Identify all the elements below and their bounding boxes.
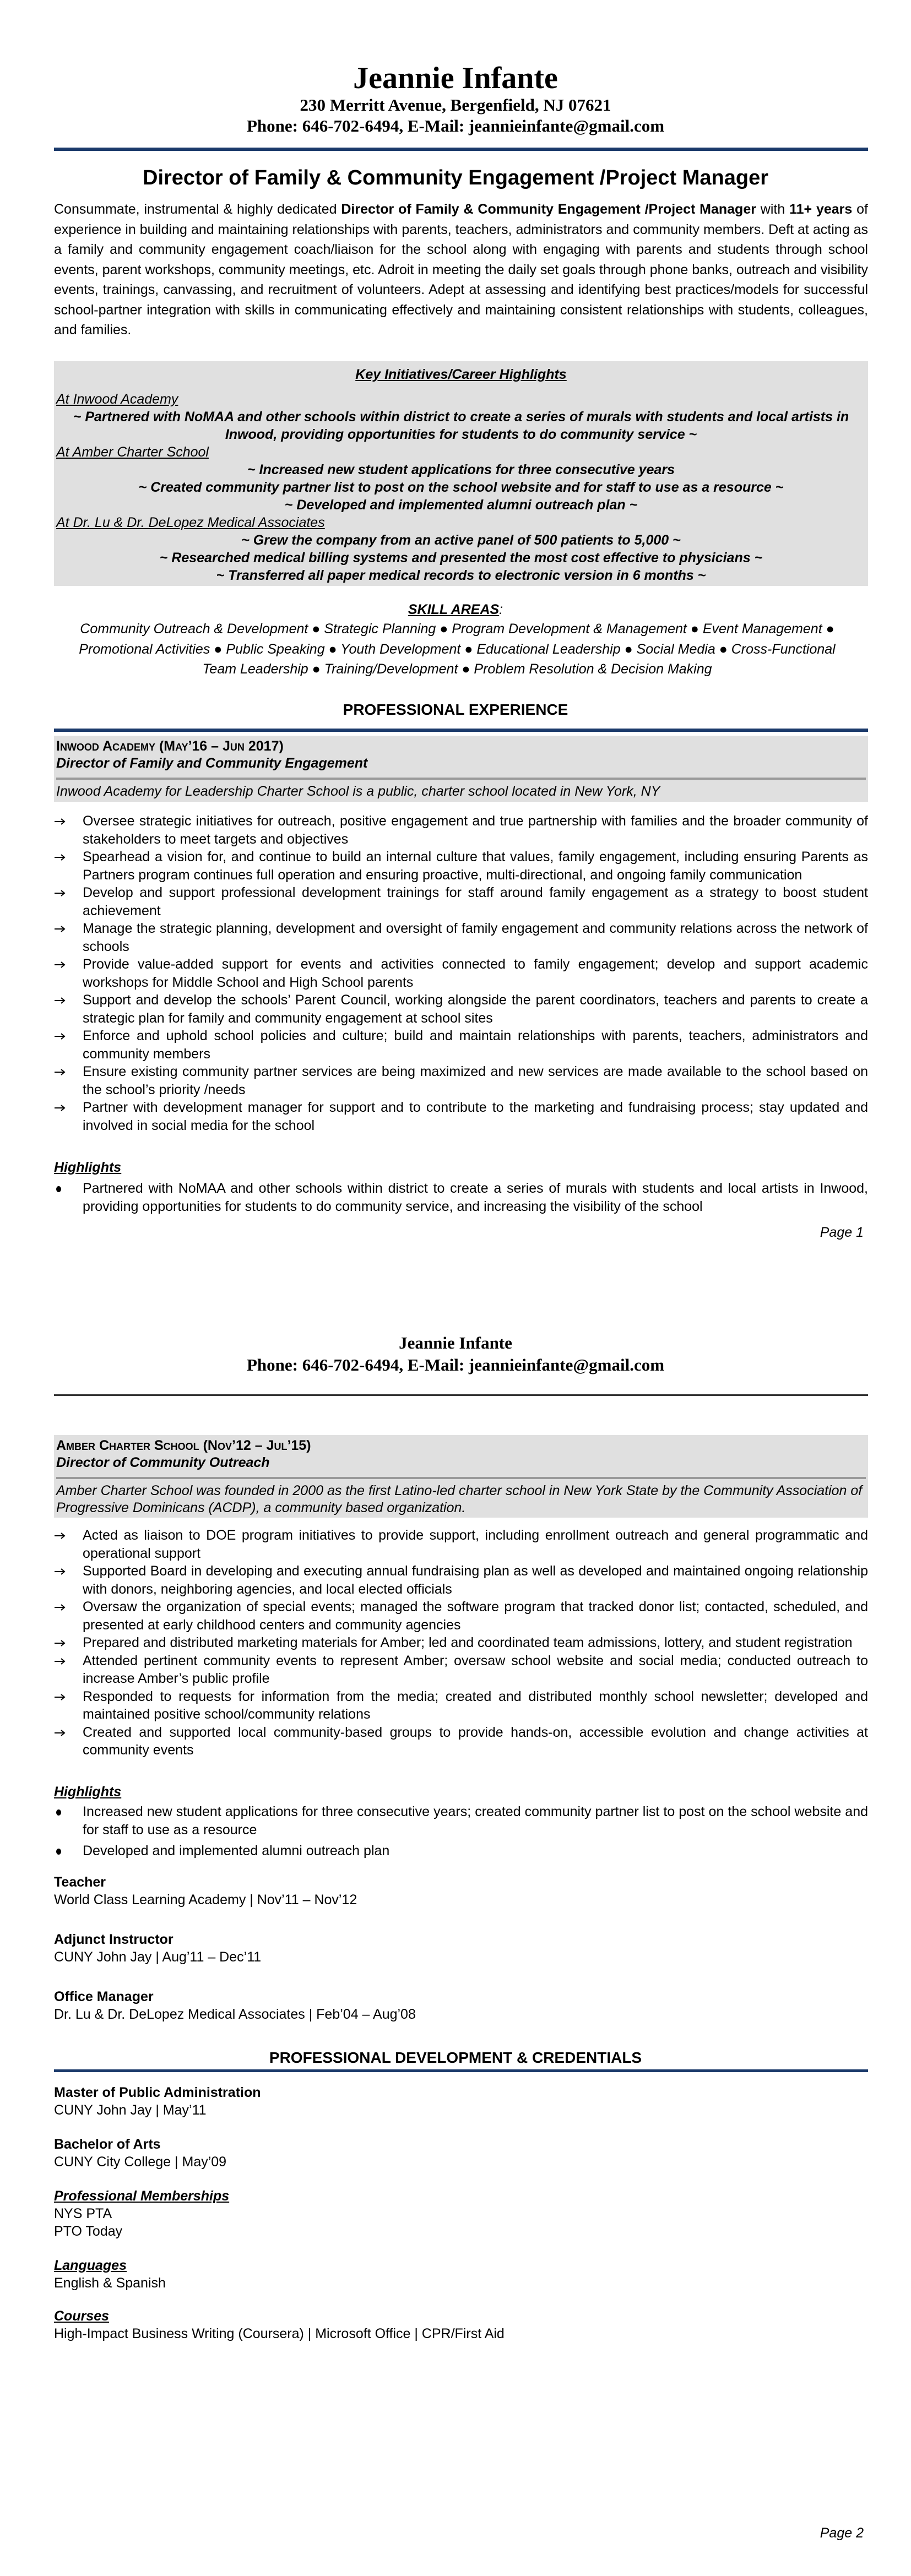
list-item: Oversaw the organization of special events; managed the software program that tracked donor list; contacted, scheduled, and presented at early childhood centers and community agencies — [54, 1598, 868, 1634]
job-bullets-amber — [54, 1526, 868, 1759]
list-item: Oversee strategic initiatives for outreach, positive engagement and true partnership with families and the broader community of stakeholders to meet targets and objectives — [54, 812, 868, 848]
highlight-org: At Dr. Lu & Dr. DeLopez Medical Associates — [56, 515, 325, 530]
arrow-icon — [54, 1598, 76, 1616]
highlight-item: ~ Increased new student applications for three consecutive years — [247, 462, 675, 477]
memberships — [54, 2187, 868, 2240]
bullet-icon — [56, 1809, 61, 1816]
summary-paragraph: Consummate, instrumental & highly dedicated Director of Family & Community Engagement /Project Manager with 11+ years of experience in building and maintaining relationships with parents, teachers, administrators and community members. Deft at acting as a family and community engagement coach/liaison for the school along with engaging with parents and students through school events, parent workshops, community meetings, etc. Adroit in meeting the daily set goals through phone banks, outreach and visibility events, trainings, canvassing, and recruitment of volunteers. Adept at assessing and identifying best practices/models for successful school-partner integration with skills in communicating effectively and maintaining consistent relationships with students, colleagues, and families. — [54, 202, 868, 338]
list-item: Attended pertinent community events to represent Amber; oversaw school website and social media; conducted outreach to increase Amber’s public profile — [54, 1652, 868, 1688]
job-description: Amber Charter School was founded in 2000 as the first Latino-led charter school in New York State by the Community Association of Progressive Dominicans (ACDP), a community based organization. — [56, 1483, 863, 1515]
role-title: Adjunct Instructor — [54, 1932, 173, 1947]
degree-title: Bachelor of Arts — [54, 2137, 161, 2152]
role-title: Teacher — [54, 1874, 106, 1890]
header-divider-p2 — [54, 1394, 868, 1396]
list-item: Support and develop the schools’ Parent Council, working alongside the parent coordinators, teachers and parents to create a strategic plan for family and community engagement at school sites — [54, 991, 868, 1027]
languages-value: English & Spanish — [54, 2275, 166, 2291]
list-item: Developed and implemented alumni outreach plan — [54, 1842, 868, 1860]
professional-title: Director of Family & Community Engagement /Project Manager — [143, 166, 768, 189]
list-item: Created and supported local community-based groups to provide hands-on, accessible evolution and change activities at community events — [54, 1724, 868, 1759]
skills-list: Community Outreach & Development ● Strategic Planning ● Program Development & Management ● Event Management ● Promotional Activities ● Public Speaking ● Youth Development ● Educational Leadership ● Social Media ● Cross-Functional Team Leadership ● Training/Development ● Problem Resolution & Decision Making — [79, 621, 836, 677]
arrow-icon — [54, 1652, 76, 1670]
address: 230 Merritt Avenue, Bergenfield, NJ 07621 — [300, 95, 611, 115]
list-item: Ensure existing community partner services are being maximized and new services are made available to the school based on the school’s priority /needs — [54, 1063, 868, 1099]
highlights-label: Highlights — [54, 1784, 122, 1800]
list-item: Acted as liaison to DOE program initiatives to provide support, including enrollment outreach and general programmatic and operational support — [54, 1526, 868, 1562]
role-detail: World Class Learning Academy | Nov’11 – Nov’12 — [54, 1892, 357, 1907]
membership-item: PTO Today — [54, 2224, 123, 2239]
courses-value: High-Impact Business Writing (Coursera) | Microsoft Office | CPR/First Aid — [54, 2326, 505, 2341]
page-number: Page 1 — [820, 1225, 864, 1240]
key-highlights-heading: Key Initiatives/Career Highlights — [355, 367, 567, 382]
job-title: Director of Family and Community Engagement — [56, 756, 368, 771]
arrow-icon — [54, 1724, 76, 1742]
arrow-icon — [54, 1562, 76, 1580]
list-item: Develop and support professional development trainings for staff around family engagement as a strategy to boost student achievement — [54, 884, 868, 920]
list-item: Responded to requests for information from the media; created and distributed monthly school newsletter; developed and maintained positive school/community relations — [54, 1688, 868, 1724]
membership-item: NYS PTA — [54, 2206, 112, 2221]
memberships-label: Professional Memberships — [54, 2188, 230, 2204]
courses-label: Courses — [54, 2308, 110, 2324]
list-item: Manage the strategic planning, development and oversight of family engagement and community relations across the network of schools — [54, 920, 868, 955]
highlight-item: ~ Created community partner list to post on the school website and for staff to use as a resource ~ — [138, 480, 784, 495]
skills-heading: SKILL AREAS: — [408, 602, 503, 617]
list-item: Provide value-added support for events and activities connected to family engagement; develop and support academic workshops for Middle School and High School parents — [54, 955, 868, 991]
role-office-manager — [54, 1988, 868, 2023]
degree-detail: CUNY John Jay | May’11 — [54, 2102, 207, 2118]
role-detail: CUNY John Jay | Aug’11 – Dec’11 — [54, 1949, 262, 1965]
degree-ba — [54, 2135, 868, 2171]
languages — [54, 2257, 868, 2292]
contact-line: Phone: 646-702-6494, E-Mail: jeannieinfante@gmail.com — [246, 116, 665, 135]
list-item: Spearhead a vision for, and continue to build an internal culture that values, family engagement, including ensuring Parents as Partners program continues full operation and ensuring proactive, multi-directional, and ongoing family communication — [54, 848, 868, 884]
candidate-name-p2: Jeannie Infante — [399, 1333, 512, 1352]
degree-mpa — [54, 2084, 868, 2119]
highlight-item: ~ Transferred all paper medical records to electronic version in 6 months ~ — [216, 568, 706, 583]
list-item: Partner with development manager for support and to contribute to the marketing and fundraising process; stay updated and involved in social media for the school — [54, 1099, 868, 1134]
role-detail: Dr. Lu & Dr. DeLopez Medical Associates | Feb’04 – Aug’08 — [54, 2007, 416, 2022]
bullet-icon — [56, 1849, 61, 1855]
highlight-item: ~ Developed and implemented alumni outreach plan ~ — [284, 497, 638, 513]
list-item: Supported Board in developing and executing annual fundraising plan as well as developed and maintained ongoing relationship with donors, neighboring agencies, and local elected officials — [54, 1562, 868, 1598]
degree-title: Master of Public Administration — [54, 2085, 261, 2100]
candidate-name: Jeannie Infante — [353, 61, 558, 95]
degree-detail: CUNY City College | May’09 — [54, 2154, 227, 2170]
role-teacher — [54, 1873, 868, 1909]
highlight-org: At Amber Charter School — [56, 444, 209, 460]
list-item: Partnered with NoMAA and other schools within district to create a series of murals with students and local artists in Inwood, providing opportunities for students to do community service, and increasing the visibility of the school — [54, 1180, 868, 1215]
page-number: Page 2 — [820, 2525, 864, 2541]
job-header-amber — [54, 1435, 868, 1518]
role-adjunct-instructor — [54, 1931, 868, 1966]
role-title: Office Manager — [54, 1989, 154, 2004]
arrow-icon — [54, 1634, 76, 1652]
credentials-heading: PROFESSIONAL DEVELOPMENT & CREDENTIALS — [269, 2049, 642, 2066]
experience-heading: PROFESSIONAL EXPERIENCE — [343, 701, 568, 718]
job-separator — [56, 1477, 866, 1479]
list-item: Enforce and uphold school policies and culture; build and maintain relationships with parents, teachers, administrators and community members — [54, 1027, 868, 1063]
job-org: Amber Charter School (Nov’12 – Jul’15) — [56, 1438, 311, 1453]
arrow-icon — [54, 1688, 76, 1706]
list-item: Increased new student applications for three consecutive years; created community partner list to post on the school website and for staff to use as a resource — [54, 1803, 868, 1839]
highlight-item: ~ Partnered with NoMAA and other schools within district to create a series of murals with students and local artists in Inwood, providing opportunities for students to do community service ~ — [73, 409, 849, 442]
job-highlights-amber — [54, 1803, 868, 1860]
job-description: Inwood Academy for Leadership Charter School is a public, charter school located in New York, NY — [56, 784, 660, 799]
credentials-divider — [54, 2069, 868, 2072]
languages-label: Languages — [54, 2258, 127, 2273]
list-item: Prepared and distributed marketing materials for Amber; led and coordinated team admissions, lottery, and student registration — [54, 1634, 868, 1652]
highlight-org: At Inwood Academy — [56, 392, 178, 407]
highlights-label: Highlights — [54, 1160, 122, 1175]
contact-line-p2: Phone: 646-702-6494, E-Mail: jeannieinfante@gmail.com — [246, 1355, 665, 1374]
job-title: Director of Community Outreach — [56, 1455, 270, 1470]
highlight-item: ~ Grew the company from an active panel of 500 patients to 5,000 ~ — [241, 532, 681, 548]
job-org: Inwood Academy (May’16 – Jun 2017) — [56, 738, 284, 754]
courses — [54, 2307, 868, 2343]
highlight-item: ~ Researched medical billing systems and presented the most cost effective to physicians ~ — [159, 550, 763, 566]
arrow-icon — [54, 1526, 76, 1545]
